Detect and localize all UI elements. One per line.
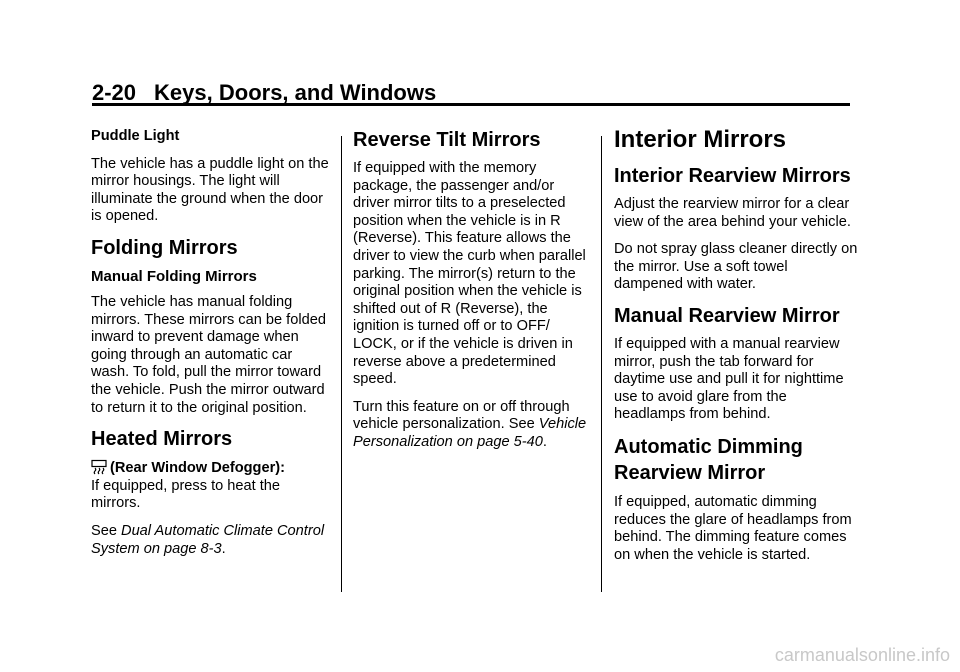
rearview-text-2: Do not spray glass cleaner directly on the mirror. Use a soft towel dampened with water. (614, 241, 858, 293)
watermark: carmanualsonline.info (774, 645, 950, 665)
column-divider-1 (341, 136, 342, 592)
manual-rearview-heading: Manual Rearview Mirror (614, 304, 840, 327)
header-rule (92, 103, 850, 106)
rear-defogger-icon (91, 459, 107, 475)
auto-dimming-heading: Automatic Dimming Rearview Mirror (614, 435, 803, 484)
rearview-text-1: Adjust the rearview mirror for a clear view of the area behind your vehicle. (614, 196, 851, 230)
chapter-title: Keys, Doors, and Windows (154, 80, 437, 105)
climate-control-link[interactable]: Dual Automatic Climate Control System on page 8-3 (91, 522, 325, 557)
defogger-label: (Rear Window Defogger): (110, 460, 285, 477)
puddle-light-heading: Puddle Light (91, 128, 180, 144)
column-2 (353, 128, 593, 462)
interior-mirrors-heading: Interior Mirrors (614, 126, 787, 153)
personalization-text: Turn this feature on or off through vehicle personalization. See Vehicle Personalization on page 5-40. (353, 398, 587, 450)
vehicle-personalization-link[interactable]: Vehicle Personalization on page 5-40 (353, 416, 587, 450)
column-1 (91, 128, 331, 568)
reverse-tilt-heading: Reverse Tilt Mirrors (353, 129, 541, 151)
manual-folding-heading: Manual Folding Mirrors (91, 267, 257, 285)
manual-rearview-text: If equipped with a manual rearview mirror, push the tab forward for daytime use and pull it for nighttime use to avoid glare from the headlamps from behind. (614, 335, 844, 423)
puddle-light-text: The vehicle has a puddle light on the mirror housings. The light will illuminate the ground when the door is opened. (91, 155, 329, 225)
page-number: 2-20 (92, 80, 137, 105)
folding-mirrors-text: The vehicle has manual folding mirrors. These mirrors can be folded inward to prevent damage when going through an automatic car wash. To fold, pull the mirror toward the vehicle. Push the mirror outward to return it to the original position. (91, 293, 326, 416)
column-3 (614, 128, 858, 574)
interior-rearview-heading: Interior Rearview Mirrors (614, 165, 851, 187)
see-reference: See Dual Automatic Climate Control System on page 8-3. (91, 522, 325, 557)
auto-dimming-text: If equipped, automatic dimming reduces the glare of headlamps from behind. The dimming feature comes on when the vehicle is started. (614, 493, 852, 563)
heated-mirrors-heading: Heated Mirrors (91, 428, 233, 451)
column-divider-2 (601, 136, 602, 592)
folding-mirrors-heading: Folding Mirrors (91, 236, 238, 259)
reverse-tilt-text: If equipped with the memory package, the passenger and/or driver mirror tilts to a preselected position when the vehicle is in R (Reverse). This feature allows the driver to view the curb when parallel parking. The mirror(s) return to the original position when the vehicle is shifted out of R (Reverse), the ignition is turned off or to OFF/ LOCK, or if the vehicle is driven in reverse above a predetermined speed. (353, 160, 586, 388)
heated-mirrors-text: If equipped, press to heat the mirrors. (91, 477, 281, 512)
heated-mirrors-block (91, 459, 331, 513)
